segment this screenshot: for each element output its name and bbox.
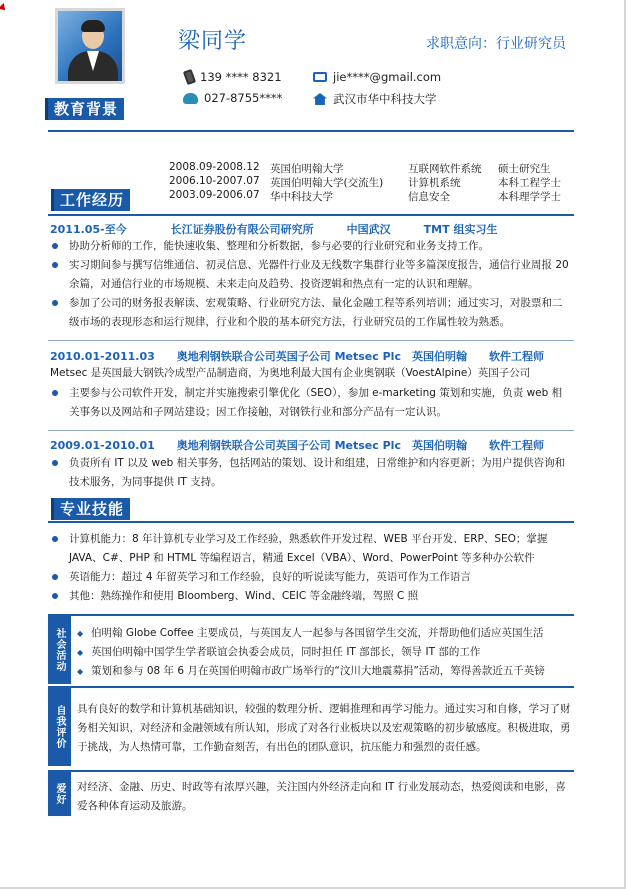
edu-degree: 本科工程学士 [498,177,561,189]
phone-contact [185,70,282,84]
divider [48,214,574,216]
skill-item: 英语能力：超过 4 年留英学习和工作经验，良好的听说读写能力，英语可作为工作语言 [50,568,572,587]
edu-major: 计算机系统 [408,177,461,189]
job-bullet: 实习期间参与撰写信维通信、初灵信息、光器件行业及无线数字集群行业等多篇深度报告，通信行业周报 20 余篇，对通信行业的市场规模、未来走向及趋势、投资逻辑和热点有一定的认识和理解。 [50,256,572,294]
job-intent: 求职意向：行业研究员 [426,36,566,52]
edu-period: 2006.10-2007.07 [169,175,260,187]
home-address: 武汉市华中科技大学 [333,92,437,106]
divider [48,521,574,523]
social-item: ◆ 伯明翰 Globe Coffee 主要成员，与英国友人一起参与各国留学生交流，并帮助他们适应英国生活 [77,624,574,643]
email-address: jie****@gmail.com [333,70,442,84]
home-icon [313,93,327,105]
job-header: 2009.01-2010.01 奥地利钢铁联合公司英国子公司 Metsec Plc 英国伯明翰 软件工程师 [50,439,544,452]
edu-school: 华中科技大学 [270,191,333,203]
edu-major: 信息安全 [408,191,450,203]
address-contact [313,91,437,107]
mobile-phone-icon [183,69,196,85]
edu-school: 英国伯明翰大学(交流生) [270,177,384,189]
skill-item: 计算机能力：8 年计算机专业学习及工作经验，熟悉软件开发过程、WEB 平台开发、ERP、SEO；掌握 JAVA、C#、PHP 和 HTML 等编程语言，精通 Excel（VBA）、Word、PowerPoint 等多种办公软件 [50,530,572,568]
tel-contact [183,91,282,105]
skill-item: 其他：熟练操作和使用 Bloomberg、Wind、CEIC 等金融终端，驾照 C 照 [50,587,572,606]
education-row [169,175,561,190]
mail-icon [313,72,327,82]
section-social-tab: 社会活动 [48,616,71,684]
job-bullet: 参加了公司的财务报表解读、宏观策略、行业研究方法、量化金融工程等系列培训；通过实习，对股票和二级市场的表现形态和运行规律，行业和个股的基本研究方法，行业研究员的工作属性较为熟悉。 [50,294,572,332]
phone-number: 139 **** 8321 [200,70,282,84]
edu-degree: 本科理学学士 [498,191,561,203]
edu-period: 2003.09-2006.07 [169,189,260,201]
job-header: 2010.01-2011.03 奥地利钢铁联合公司英国子公司 Metsec Plc 英国伯明翰 软件工程师 [50,350,544,363]
self-evaluation: 具有良好的数学和计算机基础知识，较强的数理分析、逻辑推理和再学习能力。通过实习和自修，学习了财务相关知识，对经济和金融领域有所认知，形成了对各行业板块以及宏观策略的初步敏感度。积极进取，勇于挑战，为人热情可靠，工作勤奋刻苦，有出色的团队意识，抗压能力和强烈的责任感。 [77,703,571,753]
candidate-name: 梁同学 [178,29,248,54]
edu-period: 2008.09-2008.12 [169,161,260,173]
education-row [169,161,551,176]
social-item: ◆ 策划和参与 08 年 6 月在英国伯明翰市政广场举行的“汶川大地震募捐”活动，筹得善款近五千英镑 [77,662,574,681]
company-intro: Metsec 是英国最大钢铁冷成型产品制造商，为奥地利最大国有企业奥钢联（VoestAlpine）英国子公司 [50,367,531,379]
telephone-icon [183,93,198,104]
avatar [55,8,125,84]
divider [48,340,574,341]
email-contact [313,70,441,84]
section-work-title: 工作经历 [54,189,130,211]
section-education-title: 教育背景 [48,98,124,120]
divider [48,686,574,688]
edu-major: 互联网软件系统 [408,163,482,175]
hobby-text: 对经济、金融、历史、时政等有浓厚兴趣，关注国内外经济走向和 IT 行业发展动态，热爱阅读和电影，喜爱各种体育运动及旅游。 [77,781,566,812]
education-row [169,189,561,204]
job-header: 2011.05-至今 长江证券股份有限公司研究所 中国武汉 TMT 组实习生 [50,223,498,236]
job-bullet: 主要参与公司软件开发，制定并实施搜索引擎优化（SEO），参加 e-marketing 策划和实施，负责 web 相关事务以及网站和子网站建设；因工作接触，对钢铁行业和部分产品有一定认识。 [50,384,572,422]
section-self-tab: 自我评价 [48,688,71,766]
edu-degree: 硕士研究生 [498,163,551,175]
job-bullet: 协助分析师的工作，能快速收集、整理和分析数据，参与必要的行业研究和业务支持工作。 [50,237,572,256]
divider [48,770,574,772]
section-skills-title: 专业技能 [54,498,130,520]
section-hobby-tab: 爱好 [48,772,71,816]
edu-school: 英国伯明翰大学 [270,163,344,175]
mouse-cursor-icon [0,3,8,13]
job-bullet: 负责所有 IT 以及 web 相关事务，包括网站的策划、设计和组建，日常维护和内容更新；为用户提供咨询和技术服务，为同事提供 IT 支持。 [50,454,572,492]
divider [48,130,574,132]
tel-number: 027-8755**** [204,91,283,105]
social-item: ◆ 英国伯明翰中国学生学者联谊会执委会成员，同时担任 IT 部部长，领导 IT 部的工作 [77,643,574,662]
divider [48,430,574,431]
divider [48,614,574,616]
